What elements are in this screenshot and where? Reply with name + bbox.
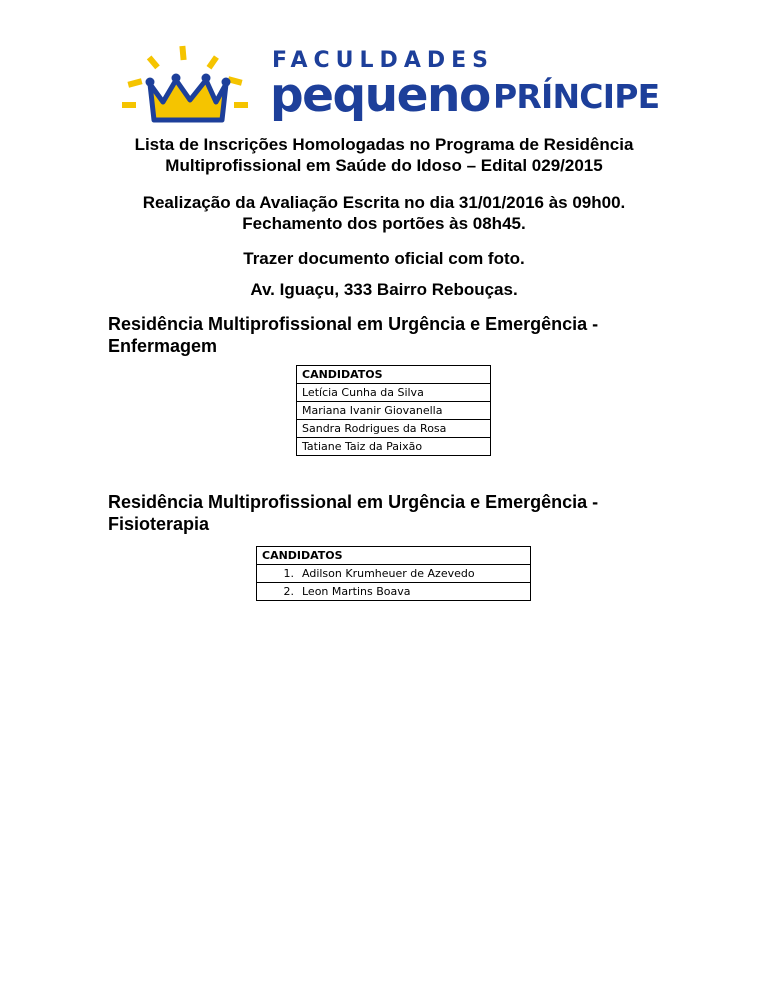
- table-row: Sandra Rodrigues da Rosa: [297, 420, 491, 438]
- document-note: Trazer documento oficial com foto.: [243, 249, 525, 268]
- table-row: [257, 565, 531, 583]
- crown-icon: [118, 44, 268, 126]
- candidate-name: Leon Martins Boava: [302, 585, 411, 598]
- exam-info: [0, 192, 768, 234]
- exam-date-line: Realização da Avaliação Escrita no dia 31/01/2016 às 09h00.: [142, 193, 626, 212]
- logo-principe: PRÍNCIPE: [493, 77, 660, 116]
- section-title-enfermagem: Residência Multiprofissional em Urgência e Emergência - Enfermagem: [108, 314, 599, 356]
- page-title: [0, 134, 768, 176]
- logo-pequeno: pequeno: [270, 68, 490, 123]
- candidate-name: Adilson Krumheuer de Azevedo: [302, 567, 475, 580]
- logo: [118, 44, 670, 126]
- table-row: [257, 583, 531, 601]
- candidates-table-enfermagem: [296, 365, 491, 456]
- logo-faculdades: FACULDADES: [272, 48, 494, 73]
- table-row: Tatiane Taiz da Paixão: [297, 438, 491, 456]
- page-title-text: Lista de Inscrições Homologadas no Programa de Residência Multiprofissional em Saúde do Idoso – Edital 029/2015: [134, 135, 634, 175]
- candidates-table-fisioterapia: [256, 546, 531, 601]
- row-number: 2.: [283, 585, 294, 598]
- address: Av. Iguaçu, 333 Bairro Rebouças.: [250, 280, 518, 299]
- table-row: Letícia Cunha da Silva: [297, 384, 491, 402]
- table-row: Mariana Ivanir Giovanella: [297, 402, 491, 420]
- table-header: CANDIDATOS: [257, 547, 531, 565]
- gate-closing-line: Fechamento dos portões às 08h45.: [242, 214, 526, 233]
- table-header: CANDIDATOS: [297, 366, 491, 384]
- section-title-fisioterapia: Residência Multiprofissional em Urgência e Emergência - Fisioterapia: [108, 492, 599, 534]
- row-number: 1.: [283, 567, 294, 580]
